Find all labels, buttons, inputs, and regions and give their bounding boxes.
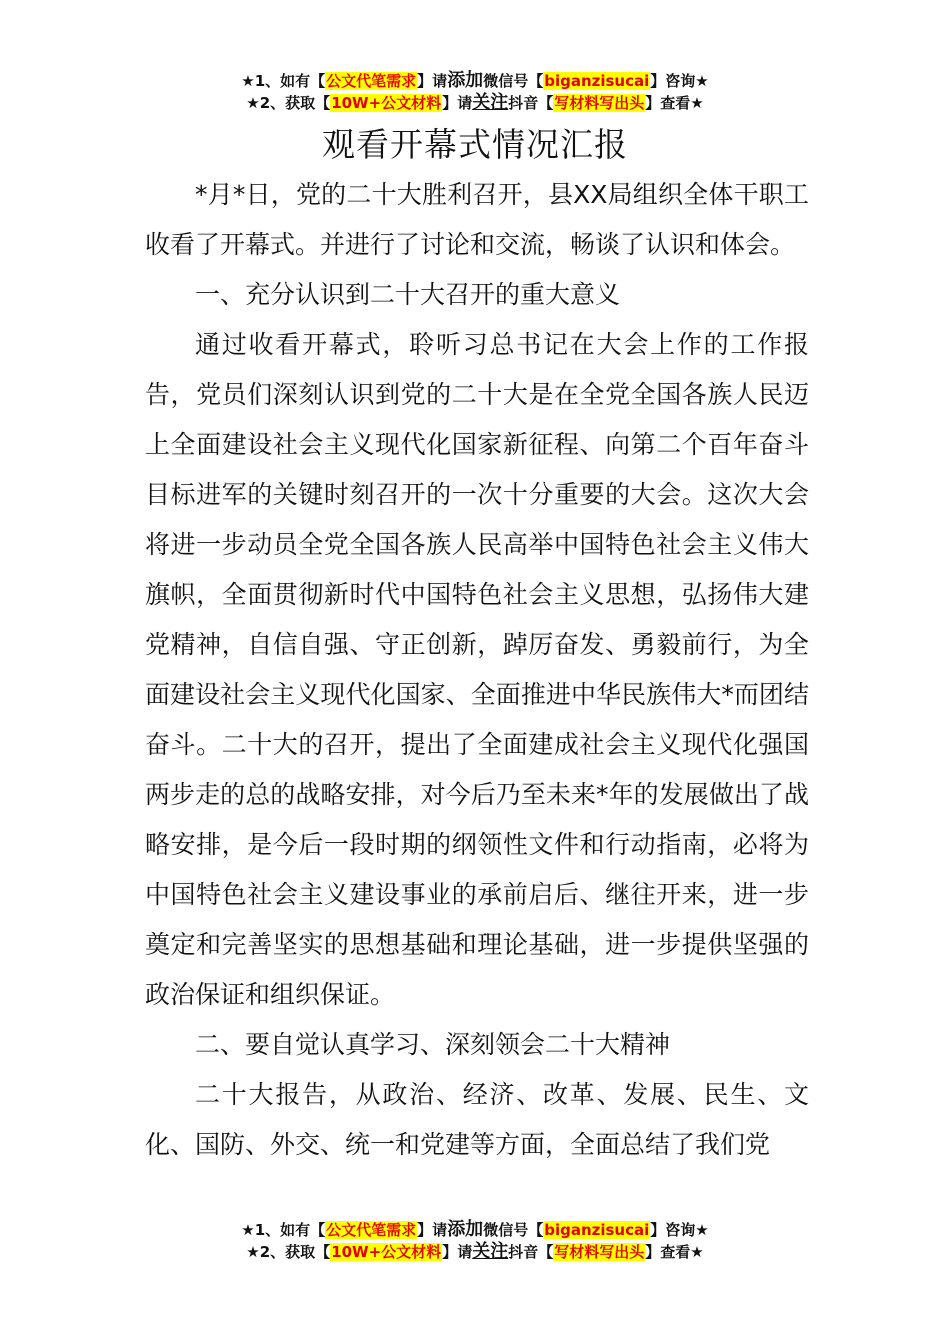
promo-douyin-id: 写材料写出头 xyxy=(554,1243,645,1261)
promo-line-2: ★2、获取【10W+公文材料】请关注抖音【写材料写出头】查看★ xyxy=(246,92,704,113)
star-icon: ★ xyxy=(246,1243,260,1261)
promo-line-2: ★2、获取【10W+公文材料】请关注抖音【写材料写出头】查看★ xyxy=(246,1241,704,1262)
star-icon: ★ xyxy=(246,94,260,112)
section-heading-1: 一、充分认识到二十大召开的重大意义 xyxy=(195,280,621,309)
promo-wechat-id: biganzisucai xyxy=(544,72,650,90)
promo-wechat-id: biganzisucai xyxy=(544,1221,650,1239)
promo-highlight: 公文代笔需求 xyxy=(326,72,417,90)
promo-line-1: ★1、如有【公文代笔需求】请添加微信号【biganzisucai】咨询★ xyxy=(241,1219,709,1240)
document-body xyxy=(145,170,809,1170)
intro-paragraph: *月*日，党的二十大胜利召开，县XX局组织全体干职工收看了开幕式。并进行了讨论和交流，畅谈了认识和体会。 xyxy=(145,180,809,259)
promo-douyin-id: 写材料写出头 xyxy=(554,94,645,112)
promo-highlight: 10W+公文材料 xyxy=(331,94,442,112)
section-1-paragraph: 通过收看开幕式，聆听习总书记在大会上作的工作报告，党员们深刻认识到党的二十大是在全党全国各族人民迈上全面建设社会主义现代化国家新征程、向第二个百年奋斗目标进军的关键时刻召开的一次十分重要的大会。这次大会将进一步动员全党全国各族人民高举中国特色社会主义伟大旗帜，全面贯彻新时代中国特色社会主义思想，弘扬伟大建党精神，自信自强、守正创新，踔厉奋发、勇毅前行，为全面建设社会主义现代化国家、全面推进中华民族伟大*而团结奋斗。二十大的召开，提出了全面建成社会主义现代化强国两步走的总的战略安排，对今后乃至未来*年的发展做出了战略安排，是今后一段时期的纲领性文件和行动指南，必将为中国特色社会主义建设事业的承前启后、继往开来，进一步奠定和完善坚实的思想基础和理论基础，进一步提供坚强的政治保证和组织保证。 xyxy=(145,330,809,1009)
promo-banner-bottom xyxy=(0,1219,950,1263)
promo-highlight: 10W+公文材料 xyxy=(331,1243,442,1261)
section-heading-2: 二、要自觉认真学习、深刻领会二十大精神 xyxy=(195,1030,671,1059)
promo-highlight: 公文代笔需求 xyxy=(326,1221,417,1239)
star-icon: ★ xyxy=(241,1221,255,1239)
section-2-paragraph: 二十大报告，从政治、经济、改革、发展、民生、文化、国防、外交、统一和党建等方面，全面总结了我们党 xyxy=(145,1080,809,1159)
document-title: 观看开幕式情况汇报 xyxy=(322,125,628,164)
star-icon: ★ xyxy=(241,72,255,90)
promo-banner-top xyxy=(0,70,950,114)
promo-line-1: ★1、如有【公文代笔需求】请添加微信号【biganzisucai】咨询★ xyxy=(241,70,709,91)
